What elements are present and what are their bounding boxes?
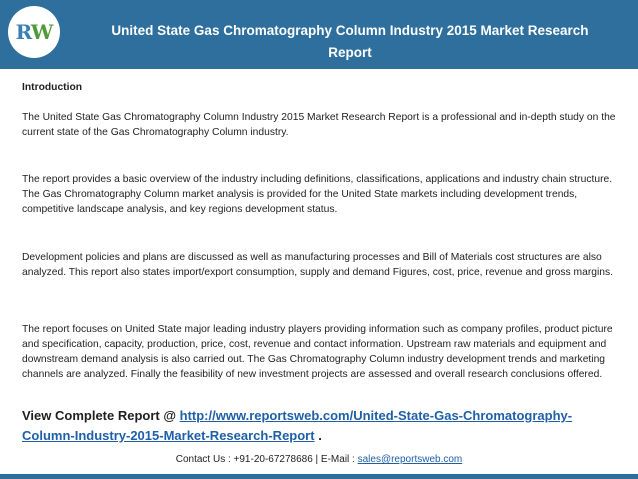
reportsweb-logo[interactable]: [8, 6, 60, 58]
introduction-section: [22, 80, 616, 95]
email-link[interactable]: sales@reportsweb.com: [357, 454, 463, 465]
footer-divider: [0, 474, 638, 479]
introduction-heading: Introduction: [22, 82, 83, 93]
view-report-suffix: .: [314, 428, 322, 443]
report-title: United State Gas Chromatography Column Industry 2015 Market Research Report: [111, 23, 589, 60]
logo-letter-w: W: [30, 20, 53, 44]
footer-contact: [0, 453, 638, 467]
view-report-prefix: View Complete Report @: [22, 408, 180, 423]
header-banner: [0, 0, 638, 69]
paragraph-3: Development policies and plans are discussed as well as manufacturing processes and Bill of Materials cost structures are also analyzed. This report also states import/export consumption, supply and demand Figures, cost, price, revenue and gross margins.: [22, 252, 614, 278]
paragraph-1: The United State Gas Chromatography Column Industry 2015 Market Research Report is a professional and in-depth study on the current state of the Gas Chromatography Column industry.: [22, 112, 616, 138]
report-link[interactable]: http://www.reportsweb.com/United-State-Gas-Chromatography-Column-Industry-2015-Market-Research-Report: [22, 408, 573, 443]
logo-letter-r: R: [15, 20, 31, 44]
contact-text: Contact Us : +91-20-67278686 | E-Mail :: [175, 454, 358, 465]
paragraph-4: The report focuses on United State major leading industry players providing information such as company profiles, product picture and specification, capacity, production, price, cost, revenue and contact information. Upstream raw materials and equipment and downstream demand analysis is also carried out. The Gas Chromatography Column industry development trends and marketing channels are analyzed. Finally the feasibility of new investment projects are assessed and overall research conclusions offered.: [22, 324, 613, 380]
logo-text: [16, 20, 53, 44]
view-report-callout: [22, 406, 622, 446]
paragraph-2: The report provides a basic overview of the industry including definitions, classifications, applications and industry chain structure. The Gas Chromatography Column market analysis is provided for the United State markets including development trends, competitive landscape analysis, and key regions development status.: [22, 174, 613, 215]
